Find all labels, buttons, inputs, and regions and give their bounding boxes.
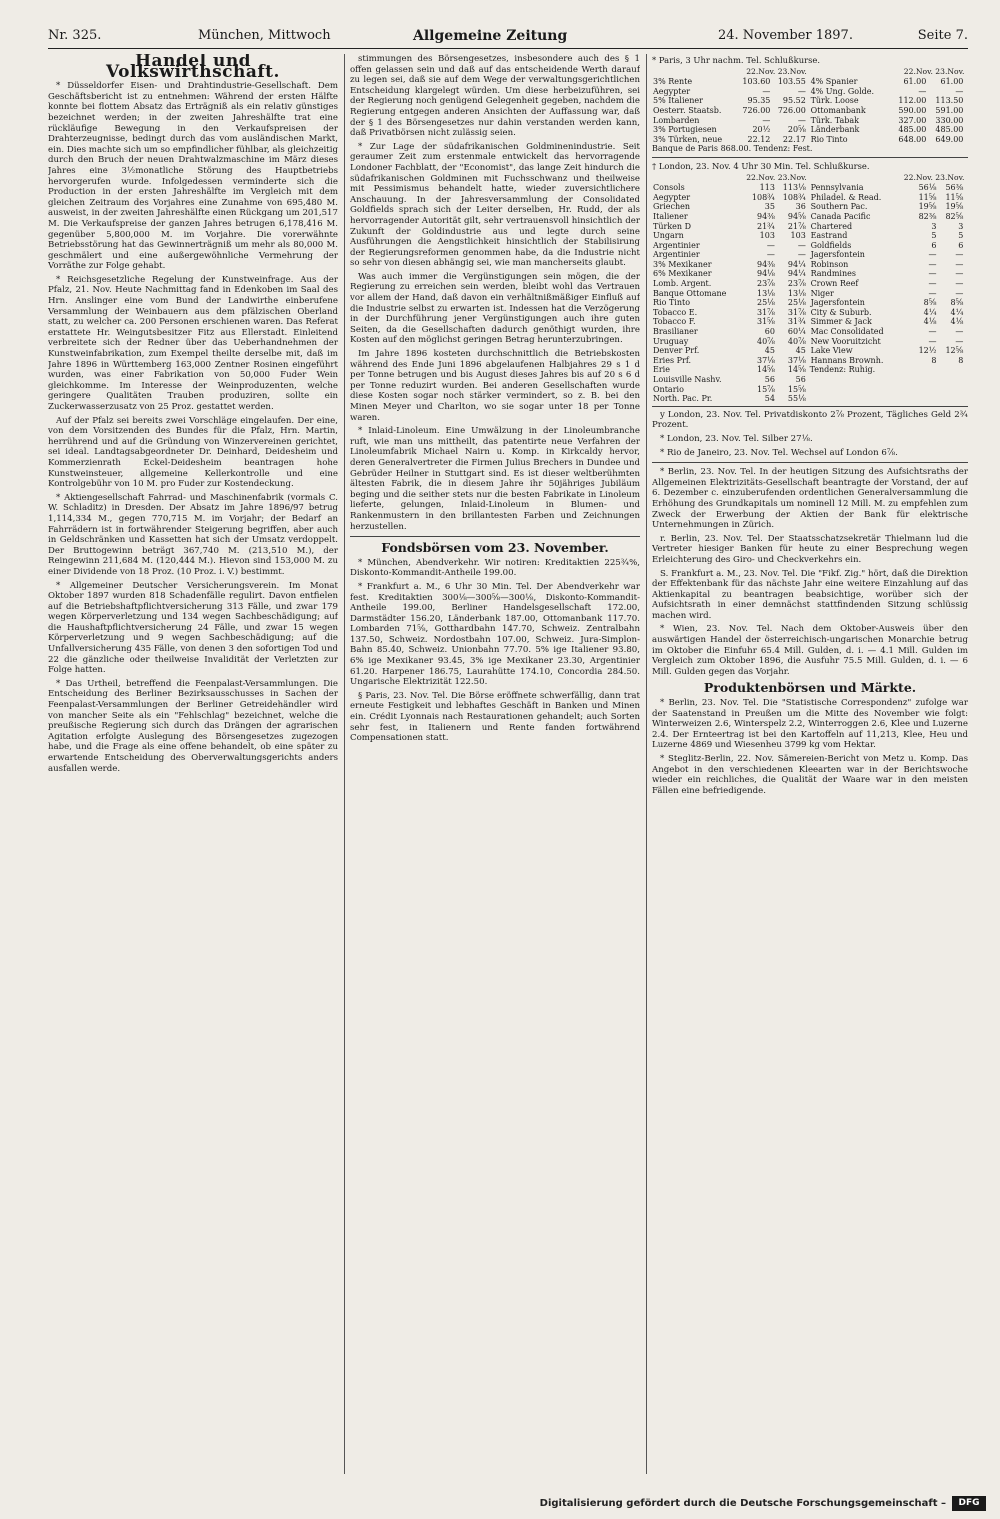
quote-value: 327.00 [898,115,927,125]
quote-value: 20⅝ [787,125,806,135]
quote-value: 22.17 [782,134,806,144]
quote-value: 8⅝ [923,298,937,308]
article-paragraph: * Düsseldorfer Eisen- und Drahtindustrie-Gesellschaft. Dem Geschäftsbericht ist zu entnehmen: Während der ersten Hälfte konnte bei flottem Absatz das Erträgniß als ein relativ günstiges bezeichnet werden; in der zweiten Jahreshälfte trat eine rückläufige Bewegung in den Verkaufspreisen der Drahterzeugnisse, bedingt durch das vom ausländischen Markt, ein. Dies machte sich um so empfindlicher fühlbar, als gleichzeitig durch den Bruch der neuen Drahtwalzmaschine im März dieses Jahres eine 3½monatliche Störung des Hauptbetriebs hervorgerufen wurde. Infolgedessen verminderte sich die Production in der ersten Jahreshälfte im Vergleich mit dem gleichen Zeitraum des Vorjahres eine Zunahme von 695,480 M. ausweist, in der zweiten Jahreshälfte einen Rückgang um 201,517 M. Die Verkaufspreise der ganzen Jahres betrugen 6,178,416 M. gegenüber 5,800,000 M. im Vorjahre. Die vorerwähnte Betriebsstörung hat das Gewinnerträgniß um mehr als 80,000 M. geschmälert und eine außergewöhnliche Vermehrung der Vorräthe zur Folge gehabt. [48,81,338,272]
quote-value: 94⅜ [756,211,775,221]
quote-value: 590.00 [898,105,927,115]
security-name: Eries Prf. [653,355,692,365]
quote-value: 94⅜ [756,259,775,269]
quote-value: — [918,86,927,96]
quote-row [810,183,965,193]
quote-row [810,279,965,289]
security-name: Ontario [653,384,684,394]
security-name: Mac Consolidated [810,327,884,337]
quote-value: 37⅛ [787,355,806,365]
article-paragraph: Im Jahre 1896 kosteten durchschnittlich die Betriebskosten während des Ende Juni 1896 abgelaufenen Halbjahres 29 s 1 d per Tonne betrugen und bis August dieses Jahres bis auf 20 s 6 d per Tonne reduzirt wurden. Bei anderen Gesellschaften wurde diese Kosten sogar noch stärker vermindert, so z. B. bei den Minen Meyer und Charlton, wo sie sogar unter 18 per Tonne waren. [350,349,640,423]
quote-value: 19⅝ [918,202,937,212]
quote-value: 485.00 [935,125,964,135]
quote-row [652,308,807,318]
quote-row [810,356,965,366]
divider [652,462,968,463]
quote-value: 330.00 [935,115,964,125]
article-paragraph: * Reichsgesetzliche Regelung der Kunstweinfrage. Aus der Pfalz, 21. Nov. Heute Nachmittag fand in Edenkoben im Saal des Hrn. Anslinger eine vom Bund der Landwirthe einberufene Versammlung der Weinbauern aus dem pfälzischen Oberland statt, zu welcher ca. 200 Personen erschienen waren. Das Referat erstattete Hr. Weingutsbesitzer Fitz aus Ellerstadt. Einleitend verbreitete sich der Redner über das Ueberhandnehmen der Kunstweinfabrikation, zum Exempel theilte derselbe mit, daß im Jahre 1896 in Württemberg 163,000 Zentner Rosinen eingeführt wurden, was einer Fabrikation von 50,000 Fuder Wein gleichkomme. Im Interesse der Weinproduzenten, welche geringere Qualitäten Trauben produziren, sollte ein Zuckerwasserzusatz von 25 Proz. gestattet werden. [48,274,338,412]
quote-value: — [955,288,964,298]
security-name: Canada Pacific [810,211,871,221]
date-columns: 22.Nov. 23.Nov. [746,172,807,182]
security-name: Jagersfontein [810,250,865,260]
quote-value: 61.00 [940,77,964,87]
security-name: Türk. Loose [810,96,859,106]
running-header [48,22,968,49]
security-name: City & Suburb. [810,307,872,317]
article-paragraph: * Inlaid-Linoleum. Eine Umwälzung in der Linoleumbranche ruft, wie man uns mittheilt, das patentirte neue Verfahren der Linoleumfabrik Michael Nairn u. Komp. in Kirkcaldy hervor, deren Generalvertreter die Firmen Julius Brechers in Dundee und Gebrüder Heilner in Stuttgart sind. Es ist dieser weltberühmten ältesten Fabrik, die in diesem Jahre ihr 50jähriges Jubiläum beging und die seither stets nur die besten Fabrikate in Linoleum lieferte, gelungen, Inlaid-Linoleum in Blumen- und Rankenmustern in den brillantesten Farben und Zeichnungen herzustellen. [350,426,640,532]
quote-value: — [955,336,964,346]
quote-table [652,183,807,404]
quote-row [652,346,807,356]
quote-row [652,116,807,126]
article-paragraph: * Wien, 23. Nov. Tel. Nach dem Oktober-Ausweis über den auswärtigen Handel der österreichisch-ungarischen Monarchie betrug im Oktober die Einfuhr 65.4 Mill. Gulden, d. i. — 4.1 Mill. Gulden im Vergleich zum Oktober 1896, die Ausfuhr 75.5 Mill. Gulden, d. i. — 6 Mill. Gulden gegen das Vorjahr. [652,624,968,677]
quote-value: — [766,250,775,260]
column-rule [646,54,647,1474]
quote-value: 11⅝ [918,192,937,202]
column-2 [350,54,640,1474]
security-name: Jagersfontein [810,298,865,308]
quote-value: 61.00 [903,77,927,87]
quote-value: 726.00 [742,105,771,115]
quote-row [652,77,807,87]
quote-value: — [928,259,937,269]
quote-row [652,298,807,308]
quote-value: — [928,269,937,279]
security-name: 3% Rente [653,77,693,87]
quote-table [810,183,965,365]
date-columns: 22.Nov. 23.Nov. [746,66,807,76]
quote-value: 40⅞ [756,336,775,346]
quote-row [652,202,807,212]
quote-value: 23⅞ [787,279,806,289]
quote-value: — [928,288,937,298]
quote-row [652,135,807,145]
security-name: Rio Tinto [653,298,691,308]
quote-value: 22.12 [747,134,771,144]
security-name: Lombarden [653,115,700,125]
issue-number: Nr. 325. [48,28,102,43]
article-paragraph: stimmungen des Börsengesetzes, insbesondere auch des § 1 offen gelassen sein und daß auf das entscheidende Werth darauf zu legen sei, daß sie auf dem Wege der verwaltungsgerichtlichen Entscheidung klargelegt würden. Um diese herbeizuführen, sei der Regierung noch genügend Gelegenheit gegeben, nachdem die Regierung entgegen anderen Ansichten der Auffassung war, daß der § 1 des Börsengesetzes nur dahin verstanden werden kann, daß Privatbörsen nicht zulässig seien. [350,54,640,139]
quote-value: 103 [790,231,806,241]
security-name: Ungarn [653,231,684,241]
quote-value: 13⅛ [787,288,806,298]
quote-value: 103.60 [742,77,771,87]
security-name: Banque Ottomane [653,288,727,298]
market-note: y London, 23. Nov. Tel. Privatdiskonto 2⅞ Prozent, Tägliches Geld 2¾ Prozent. [652,409,968,431]
quote-row [652,317,807,327]
quote-row [652,289,807,299]
quote-value: 31⅞ [787,307,806,317]
quote-value: 56⅛ [918,183,937,193]
security-name: Türken D [653,221,692,231]
date-columns: 22.Nov. 23.Nov. [903,66,965,76]
quote-value: 649.00 [935,134,964,144]
quote-value: 5 [958,231,964,241]
footer-text: Digitalisierung gefördert durch die Deutsche Forschungsgemeinschaft – [539,1498,946,1509]
quote-row [810,317,965,327]
section-title: Handel und Volkswirthschaft. [106,54,280,82]
dfg-logo: DFG [952,1496,986,1511]
quote-row [810,346,965,356]
quote-footer: Tendenz: Ruhig. [809,365,876,375]
quote-value: 8 [958,355,964,365]
london-quotes [652,161,968,407]
fonds-title: Fondsbörsen vom 23. November. [381,540,609,556]
date-columns: 22.Nov. 23.Nov. [903,172,965,182]
quote-value: — [797,115,806,125]
quote-row [652,222,807,232]
quote-value: 56 [764,375,775,384]
quote-value: 95.35 [747,96,771,106]
quote-row [810,212,965,222]
security-name: Uruguay [653,336,689,346]
security-name: Crown Reef [810,279,859,289]
quote-row [652,193,807,203]
quote-row [652,183,807,193]
security-name: 3% Türken, neue [653,134,723,144]
quote-row [652,125,807,135]
quote-row [652,241,807,251]
quote-row [810,135,965,145]
market-paragraph: * Frankfurt a. M., 6 Uhr 30 Min. Tel. Der Abendverkehr war fest. Kreditaktien 300⅛—300⅝—300⅛, Diskonto-Kommandit-Antheile 199.00, Berliner Handelsgesellschaft 172.00, Darmstädter 156.20, Länderbank 187.00, Ottomanbank 117.70. Lombarden 71⅝, Gotthardbahn 147.70, Schweiz. Zentralbahn 137.50, Schweiz. Nordostbahn 107.00, Schweiz. Jura-Simplon-Bahn 85.40, Schweiz. Unionbahn 77.70. 5% ige Italiener 93.80, 6% ige Mexikaner 93.45, 3% ige Mexikaner 23.30, Argentinier 61.20. Harpener 186.75, Laurahütte 174.10, Concordia 284.50. Ungarische Elektrizität 122.50. [350,581,640,688]
quote-row [652,260,807,270]
security-name: Philadel. & Read. [810,192,882,202]
security-name: 6% Mexikaner [653,269,712,279]
quote-value: 31⅝ [756,317,775,327]
security-name: Robinson [810,259,849,269]
security-name: Denver Prf. [653,346,700,356]
column-rule [344,54,345,1474]
quote-value: 4⅛ [950,317,964,327]
quote-row [652,356,807,366]
london-heading: † London, 23. Nov. 4 Uhr 30 Min. Tel. Schlußkurse. [652,160,870,171]
security-name: Randmines [810,269,856,279]
article-paragraph: * Berlin, 23. Nov. Tel. Die "Statistische Correspondenz" zufolge war der Saatenstand in Preußen um die Mitte des November wie folgt: Winterweizen 2.6, Winterspelz 2.2, Winterroggen 2.6, Klee und Luzerne 2.4. Der Ernteertrag ist bei den Kartoffeln auf 11,213, Klee, Heu und Luzerne 4869 und Wiesenheu 3799 kg vom Hektar. [652,698,968,751]
quote-row [810,116,965,126]
security-name: Lomb. Argent. [653,279,712,289]
quote-value: 94⅝ [787,211,806,221]
security-name: Ottomanbank [810,105,866,115]
quote-row [810,193,965,203]
security-name: Eastrand [810,231,848,241]
quote-row [810,269,965,279]
quote-row [652,231,807,241]
quote-value: 14⅝ [756,365,775,375]
quote-row [810,202,965,212]
quote-value: 12⅝ [945,346,964,356]
quote-value: 94¼ [787,269,806,279]
page-number: Seite 7. [917,28,968,43]
quote-value: 20½ [752,125,771,135]
quote-row [810,337,965,347]
quote-row [810,106,965,116]
quote-table [652,77,807,144]
quote-row [652,375,807,385]
quote-value: 23⅞ [756,279,775,289]
security-name: Italiener [653,211,688,221]
security-name: Southern Pac. [810,202,868,212]
security-name: Consols [653,183,685,193]
article-paragraph: r. Berlin, 23. Nov. Tel. Der Staatsschatzsekretär Thielmann lud die Vertreter hiesiger Banken für heute zu einer Besprechung wegen Erleichterung des Giro- und Checkverkehrs ein. [652,533,968,565]
security-name: 5% Italiener [653,96,703,106]
column-3 [652,54,968,1474]
quote-row [810,289,965,299]
security-name: 3% Portugiesen [653,125,717,135]
quote-value: 4¼ [923,307,937,317]
quote-value: 485.00 [898,125,927,135]
security-name: 4% Spanier [810,77,858,87]
quote-value: 113.50 [935,96,964,106]
security-name: Louisville Nashv. [653,375,722,384]
quote-row [652,385,807,395]
security-name: Chartered [810,221,853,231]
quote-value: 648.00 [898,134,927,144]
quote-value: — [797,250,806,260]
quote-value: 82⅝ [945,211,964,221]
quote-value: 14⅝ [787,365,806,375]
quote-value: 3 [931,221,937,231]
quote-value: — [762,86,771,96]
article-paragraph: * Berlin, 23. Nov. Tel. In der heutigen Sitzung des Aufsichtsraths der Allgemeinen Elektrizitäts-Gesellschaft beantragte der Vorstand, der auf 6. Dezember c. einzuberufenden ordentlichen Generalversammlung die Erhöhung des Grundkapitals um nominell 12 Mill. M. zu empfehlen zum Zweck der Erwerbung der Aktien der Bank für elektrische Unternehmungen in Zürich. [652,467,968,531]
quote-value: — [955,86,964,96]
security-name: Lake View [810,346,853,356]
security-name: North. Pac. Pr. [653,394,713,404]
quote-row [652,106,807,116]
quote-row [652,337,807,347]
quote-value: 25⅛ [787,298,806,308]
security-name: 3% Mexikaner [653,259,712,269]
market-note: * London, 23. Nov. Tel. Silber 27⅛. [660,433,813,444]
quote-value: 8⅝ [950,298,964,308]
security-name: Brasilianer [653,327,698,337]
quote-value: 15⅞ [756,384,775,394]
quote-row [810,222,965,232]
quote-value: 60 [764,327,775,337]
quote-row [810,231,965,241]
quote-value: — [955,259,964,269]
quote-value: 60¼ [787,327,806,337]
quote-row [810,96,965,106]
quote-value: 21¾ [756,221,775,231]
article-paragraph: * Das Urtheil, betreffend die Feenpalast-Versammlungen. Die Entscheidung des Berliner Bezirksausschusses in Sachen der Feenpalast-Versammlungen der Berliner Getreidehändler wird von mancher Seite als ein "Fehlschlag" bezeichnet, welche die preußische Regierung sich durch das Drängen der agrarischen Agitation erfolgte Auslegung des Börsengesetzes zugezogen habe, und die Frage als eine offene behandelt, ob eine später zu erwartende Entscheidung des Oberverwaltungsgerichts anders ausfallen werde. [48,678,338,774]
security-name: 4% Ung. Golde. [810,86,875,96]
quote-value: 21⅞ [787,221,806,231]
quote-value: — [928,327,937,337]
quote-value: 591.00 [935,105,964,115]
security-name: Aegypter [653,86,691,96]
quote-value: 113⅛ [782,183,806,193]
quote-row [810,327,965,337]
quote-value: — [766,240,775,250]
quote-value: 3 [958,221,964,231]
quote-value: 25⅛ [756,298,775,308]
quote-value: 5 [931,231,937,241]
quote-value: 56⅜ [945,183,964,193]
quote-value: 113 [759,183,775,193]
quote-value: 36 [795,202,806,212]
article-paragraph: Was auch immer die Vergünstigungen sein mögen, die der Regierung zu erreichen sein werden, bleibt wohl das Vertrauen vor allem der Hand, daß davon ein verhältnißmäßiger Einfluß auf die Industrie selbst zu erwarten ist. Indessen hat die Verzögerung in der Durchführung jener Vergünstigungen auch ihre guten Seiten, da die Gesellschaften dadurch genöthigt wurden, ihre Kosten auf den möglichst geringen Betrag herunterzubringen. [350,271,640,346]
security-name: Simmer & Jack [810,317,872,327]
security-name: Argentinier [653,240,700,250]
produkt-title: Produktenbörsen und Märkte. [703,680,917,696]
quote-value: 15⅝ [787,384,806,394]
quote-row [652,365,807,375]
newspaper-page [48,22,968,1477]
paris-heading: * Paris, 3 Uhr nachm. Tel. Schlußkurse. [652,55,821,65]
quote-value: 11⅝ [945,192,964,202]
masthead: Allgemeine Zeitung [413,28,568,44]
quote-value: 31¾ [787,317,806,327]
quote-row [652,394,807,404]
quote-value: 4¼ [950,307,964,317]
quote-value: 4⅛ [923,317,937,327]
quote-value: — [955,269,964,279]
quote-row [810,87,965,97]
quote-value: — [928,279,937,289]
quote-row [810,308,965,318]
security-name: Rio Tinto [810,134,848,144]
quote-value: 13⅛ [756,288,775,298]
quote-value: 6 [931,240,937,250]
quote-value: 45 [795,346,806,356]
article-paragraph: * Allgemeiner Deutscher Versicherungsverein. Im Monat Oktober 1897 wurden 818 Schadenfälle regulirt. Davon entfielen auf die Betriebshaftpflichtversicherung 313 Fälle, und zwar 179 wegen Körperverletzung und 134 wegen Sachbeschädigung; auf die Haushaftpflichtversicherung 24 Fälle, und zwar 15 wegen Körperverletzung und 9 wegen Sachbeschädigung; auf die Unfallversicherung 435 Fälle, von denen 3 den sofortigen Tod und 22 die gänzliche oder theilweise Invalidität der Verletzten zur Folge hatten. [48,580,338,676]
quote-value: 8 [931,355,937,365]
quote-value: 108¾ [751,192,775,202]
column-1 [48,54,338,1474]
quote-value: 12½ [918,346,937,356]
quote-row [652,212,807,222]
security-name: Argentinier [653,250,700,260]
quote-footer: Banque de Paris 868.00. Tendenz: Fest. [652,144,813,154]
quote-row [810,77,965,87]
security-name: Niger [810,288,834,298]
place-day: München, Mittwoch [198,28,331,43]
quote-value: 56 [795,375,806,384]
quote-value: 40⅞ [787,336,806,346]
quote-value: — [955,250,964,260]
quote-value: — [762,115,771,125]
quote-row [652,279,807,289]
security-name: Goldfields [810,240,852,250]
security-name: Länderbank [810,125,860,135]
article-paragraph: * Aktiengesellschaft Fahrrad- und Maschinenfabrik (vormals C. W. Schladitz) in Dresden. Der Absatz im Jahre 1896/97 betrug 1,114,334 M., gegen 770,715 M. im Vorjahr; der Bedarf an Fahrrädern ist in fortwährender Steigerung begriffen, aber auch in Geldschränken und Kassetten hat sich der Umsatz verdoppelt. Der Bruttogewinn beträgt 367,740 M. (213,510 M.), der Reingewinn 211,684 M. (120,444 M.). Hievon sind 153,000 M. zu einer Dividende von 18 Proz. (10 Proz. i. V.) bestimmt. [48,492,338,577]
security-name: Erie [653,365,670,375]
quote-value: — [955,279,964,289]
quote-row [652,250,807,260]
article-paragraph: S. Frankfurt a. M., 23. Nov. Tel. Die "Fikf. Zig." hört, daß die Direktion der Effektenbank für das nächste Jahr eine weitere Einzahlung auf das Aktienkapital zu beantragen beabsichtige, worüber sich der Aufsichtsrath in einer demnächst stattfindenden Sitzung schlüssig machen wird. [652,568,968,621]
quote-value: 6 [958,240,964,250]
market-paragraph: * München, Abendverkehr. Wir notiren: Kreditaktien 225¾%, Diskonto-Kommandit-Antheile 199.00. [350,557,640,579]
quote-value: 95.52 [782,96,806,106]
market-paragraph: § Paris, 23. Nov. Tel. Die Börse eröffnete schwerfällig, dann trat erneute Festigkeit und lebhaftes Geschäft in Banken und Minen ein. Crédit Lyonnais nach Restaurationen gehandelt; auch Sorten sehr fest, in Italienern und Rente fanden fortwährend Compensationen statt. [350,690,640,744]
quote-row [810,298,965,308]
quote-value: 103 [759,231,775,241]
article-paragraph: * Zur Lage der südafrikanischen Goldminenindustrie. Seit geraumer Zeit zum erstenmale entwickelt das hervorragende Londoner Fachblatt, der "Economist", das lange Zeit hindurch die südafrikanischen Goldminen mit Fuchsschwanz und theilweise mit Pessimismus behandelt hatte, wieder zuversichtlichere Anschauung. In der Jahresversammlung der Consolidated Goldfields sprach sich der Leiter derselben, Hr. Rudd, der als hervorragender Autorität gilt, sehr vertrauensvoll hinsichtlich der Zukunft der Goldindustrie aus und legte durch seine Ausführungen die Aengstlichkeit hinsichtlich der Stabilisirung der Regierungsreformen genommen habe, da die Industrie nicht so sehr von diesen abhängig sei, wie man mancherseits glaubt. [350,141,640,269]
security-name: Tobacco F. [653,317,696,327]
security-name: Türk. Tabak [810,115,860,125]
quote-value: 54 [764,394,775,404]
quote-value: 94⅛ [756,269,775,279]
quote-value: 37⅛ [756,355,775,365]
quote-value: 55⅛ [787,394,806,404]
quote-value: 94¼ [787,259,806,269]
quote-value: 82⅜ [918,211,937,221]
quote-value: — [928,336,937,346]
quote-value: 45 [764,346,775,356]
security-name: Griechen [653,202,691,212]
divider [350,536,640,537]
quote-value: 103.55 [777,77,806,87]
quote-row [652,327,807,337]
quote-value: 19⅝ [945,202,964,212]
quote-row [810,250,965,260]
quote-value: — [928,250,937,260]
article-paragraph: * Steglitz-Berlin, 22. Nov. Sämereien-Bericht von Metz u. Komp. Das Angebot in den verschiedenen Kleearten war in der Berichtswoche wieder ein reichliches, die Qualität der Waare war in den meisten Fällen eine befriedigende. [652,754,968,796]
quote-table [810,77,965,144]
quote-row [652,87,807,97]
article-paragraph: Auf der Pfalz sei bereits zwei Vorschläge eingelaufen. Der eine, von dem Vorsitzenden des Bundes für die Pfalz, Hrn. Martin, herrührend und auf die Gründung von Winzervereinen gerichtet, sei ideal. Landtagsabgeordneter Dr. Deinhard, Deidesheim und Kommerzienrath Eckel-Deidesheim beantragen hohe Kunstweinsteuer, allgemeine Kellerkontrolle und eine Kontrolgebühr von 10 M. pro Fuder zur Kostendeckung. [48,415,338,490]
quote-value: 108¾ [782,192,806,202]
security-name: Tobacco E. [653,307,698,317]
quote-value: — [797,240,806,250]
security-name: Aegypter [653,192,691,202]
security-name: New Vooruitzicht [810,336,881,346]
quote-row [810,241,965,251]
quote-value: — [797,86,806,96]
quote-value: 112.00 [898,96,927,106]
quote-row [810,125,965,135]
quote-value: — [955,327,964,337]
security-name: Oesterr. Staatsb. [653,105,722,115]
market-note: * Rio de Janeiro, 23. Nov. Tel. Wechsel auf London 6⅞. [660,447,898,458]
quote-value: 726.00 [777,105,806,115]
digitization-footer [0,1490,1000,1519]
issue-date: 24. November 1897. [718,28,853,43]
quote-row [652,96,807,106]
security-name: Pennsylvania [810,183,864,193]
quote-row [652,269,807,279]
paris-quotes [652,55,968,158]
security-name: Hannans Brownh. [810,355,884,365]
quote-value: 31⅞ [756,307,775,317]
quote-value: 35 [764,202,775,212]
quote-row [810,260,965,270]
